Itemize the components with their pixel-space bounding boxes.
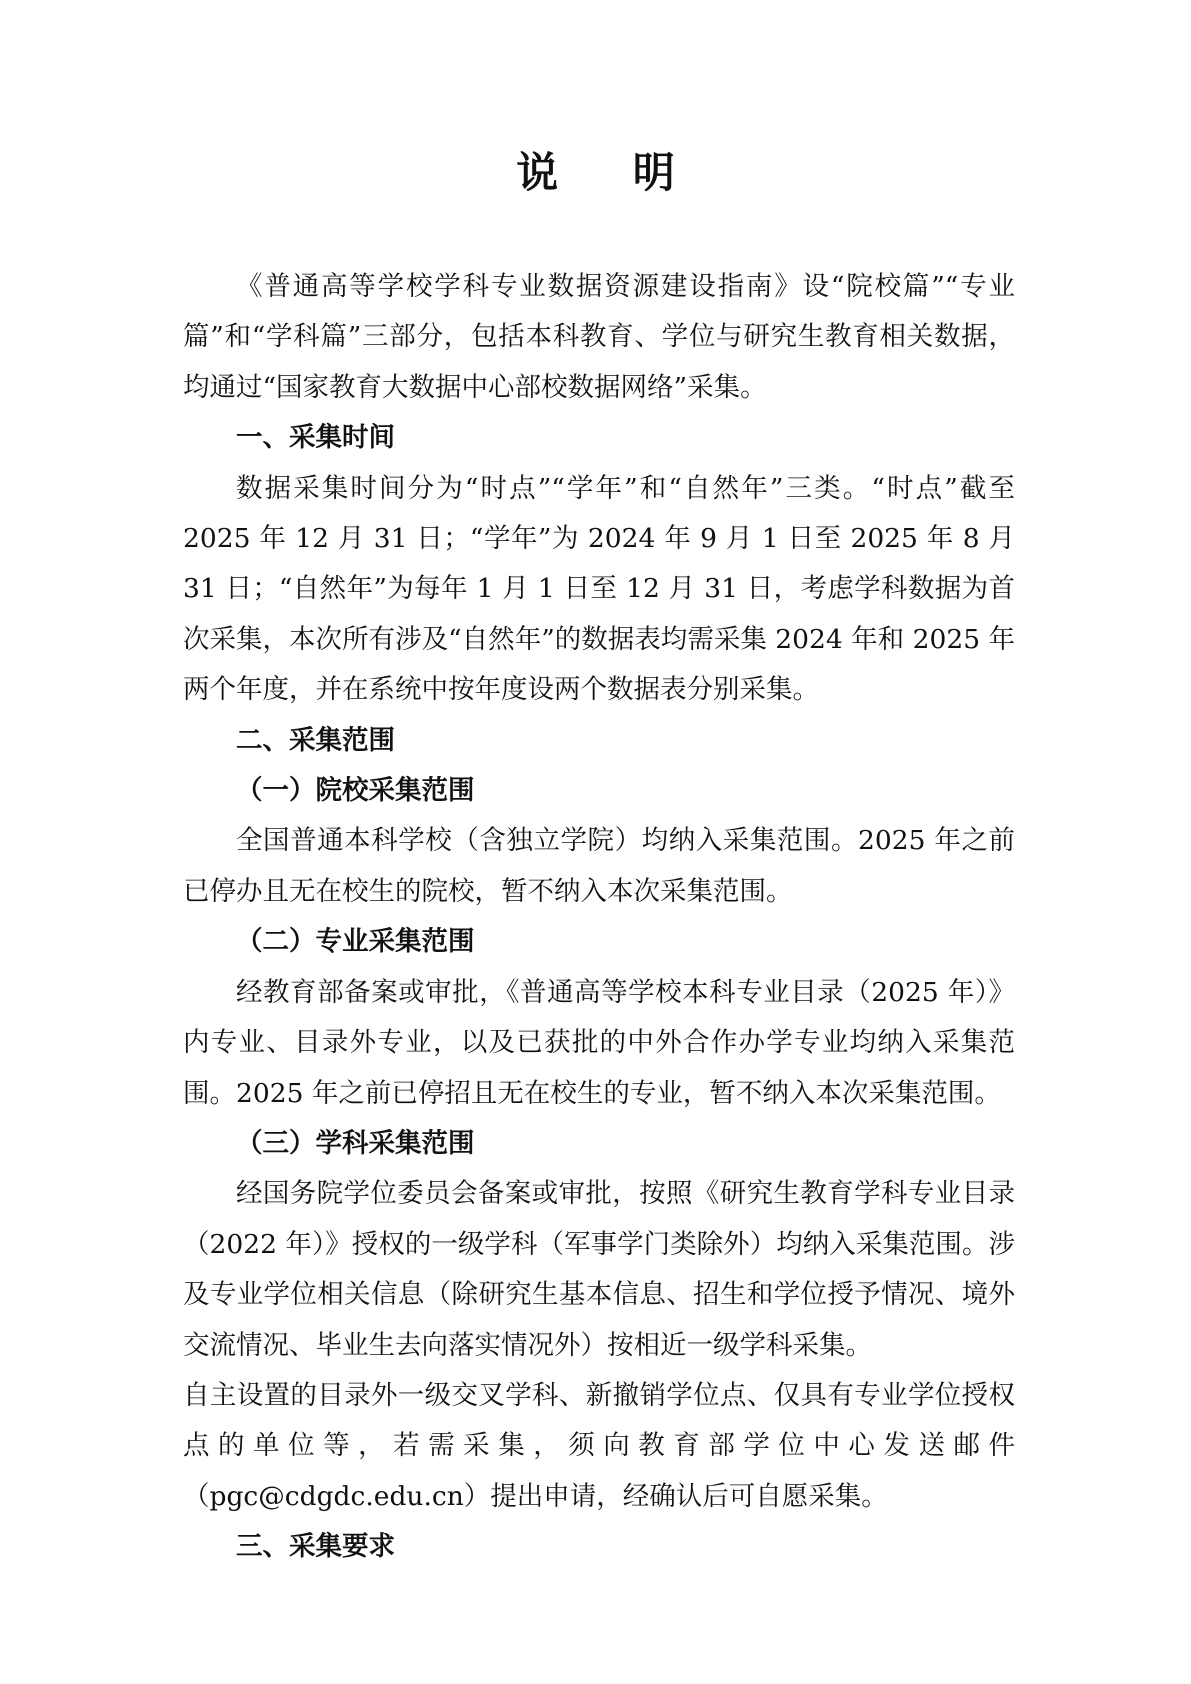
collection-time-paragraph: 数据采集时间分为“时点”“学年”和“自然年”三类。“时点”截至 2025 年 12 月 31 日；“学年”为 2024 年 9 月 1 日至 2025 年 8 月 31 日；“自然年”为每年 1 月 1 日至 12 月 31 日，考虑学科数据为首次采集，本次所有涉及“自然年”的数据表均需采集 2024 年和 2025 年两个年度，并在系统中按年度设两个数据表分别采集。 bbox=[183, 472, 1015, 706]
document-body bbox=[183, 262, 1015, 1573]
page-title: 说 明 bbox=[516, 148, 705, 197]
major-scope-paragraph: 经教育部备案或审批，《普通高等学校本科专业目录（2025 年）》内专业、目录外专业，以及已获批的中外合作办学专业均纳入采集范围。2025 年之前已停招且无在校生的专业，暂不纳入本次采集范围。 bbox=[183, 976, 1015, 1109]
subsection-heading-institution-scope: （一）院校采集范围 bbox=[236, 775, 475, 807]
discipline-scope-email-text: （pgc@cdgdc.edu.cn）提出申请，经确认后可自愿采集。 bbox=[183, 1480, 888, 1512]
discipline-scope-paragraph: 经国务院学位委员会备案或审批，按照《研究生教育学科专业目录（2022 年）》授权的一级学科（军事学门类除外）均纳入采集范围。涉及专业学位相关信息（除研究生基本信息、招生和学位授予情况、境外交流情况、毕业生去向落实情况外）按相近一级学科采集。 bbox=[183, 1178, 1015, 1361]
discipline-scope-application-text: 自主设置的目录外一级交叉学科、新撤销学位点、仅具有专业学位授权点的单位等，若需采集，须向教育部学位中心发送邮件 bbox=[183, 1379, 1015, 1462]
discipline-scope-paragraph-cont bbox=[183, 1371, 1015, 1522]
intro-paragraph: 《普通高等学校学科专业数据资源建设指南》设“院校篇”“专业篇”和“学科篇”三部分，包括本科教育、学位与研究生教育相关数据，均通过“国家教育大数据中心部校数据网络”采集。 bbox=[183, 271, 1015, 403]
section-heading-collection-requirements: 三、采集要求 bbox=[236, 1531, 395, 1563]
subsection-heading-discipline-scope: （三）学科采集范围 bbox=[236, 1127, 475, 1159]
subsection-heading-major-scope: （二）专业采集范围 bbox=[236, 926, 475, 958]
section-heading-collection-time: 一、采集时间 bbox=[236, 422, 395, 454]
section-heading-collection-scope: 二、采集范围 bbox=[236, 724, 395, 756]
institution-scope-paragraph: 全国普通本科学校（含独立学院）均纳入采集范围。2025 年之前已停办且无在校生的院校，暂不纳入本次采集范围。 bbox=[183, 825, 1015, 907]
